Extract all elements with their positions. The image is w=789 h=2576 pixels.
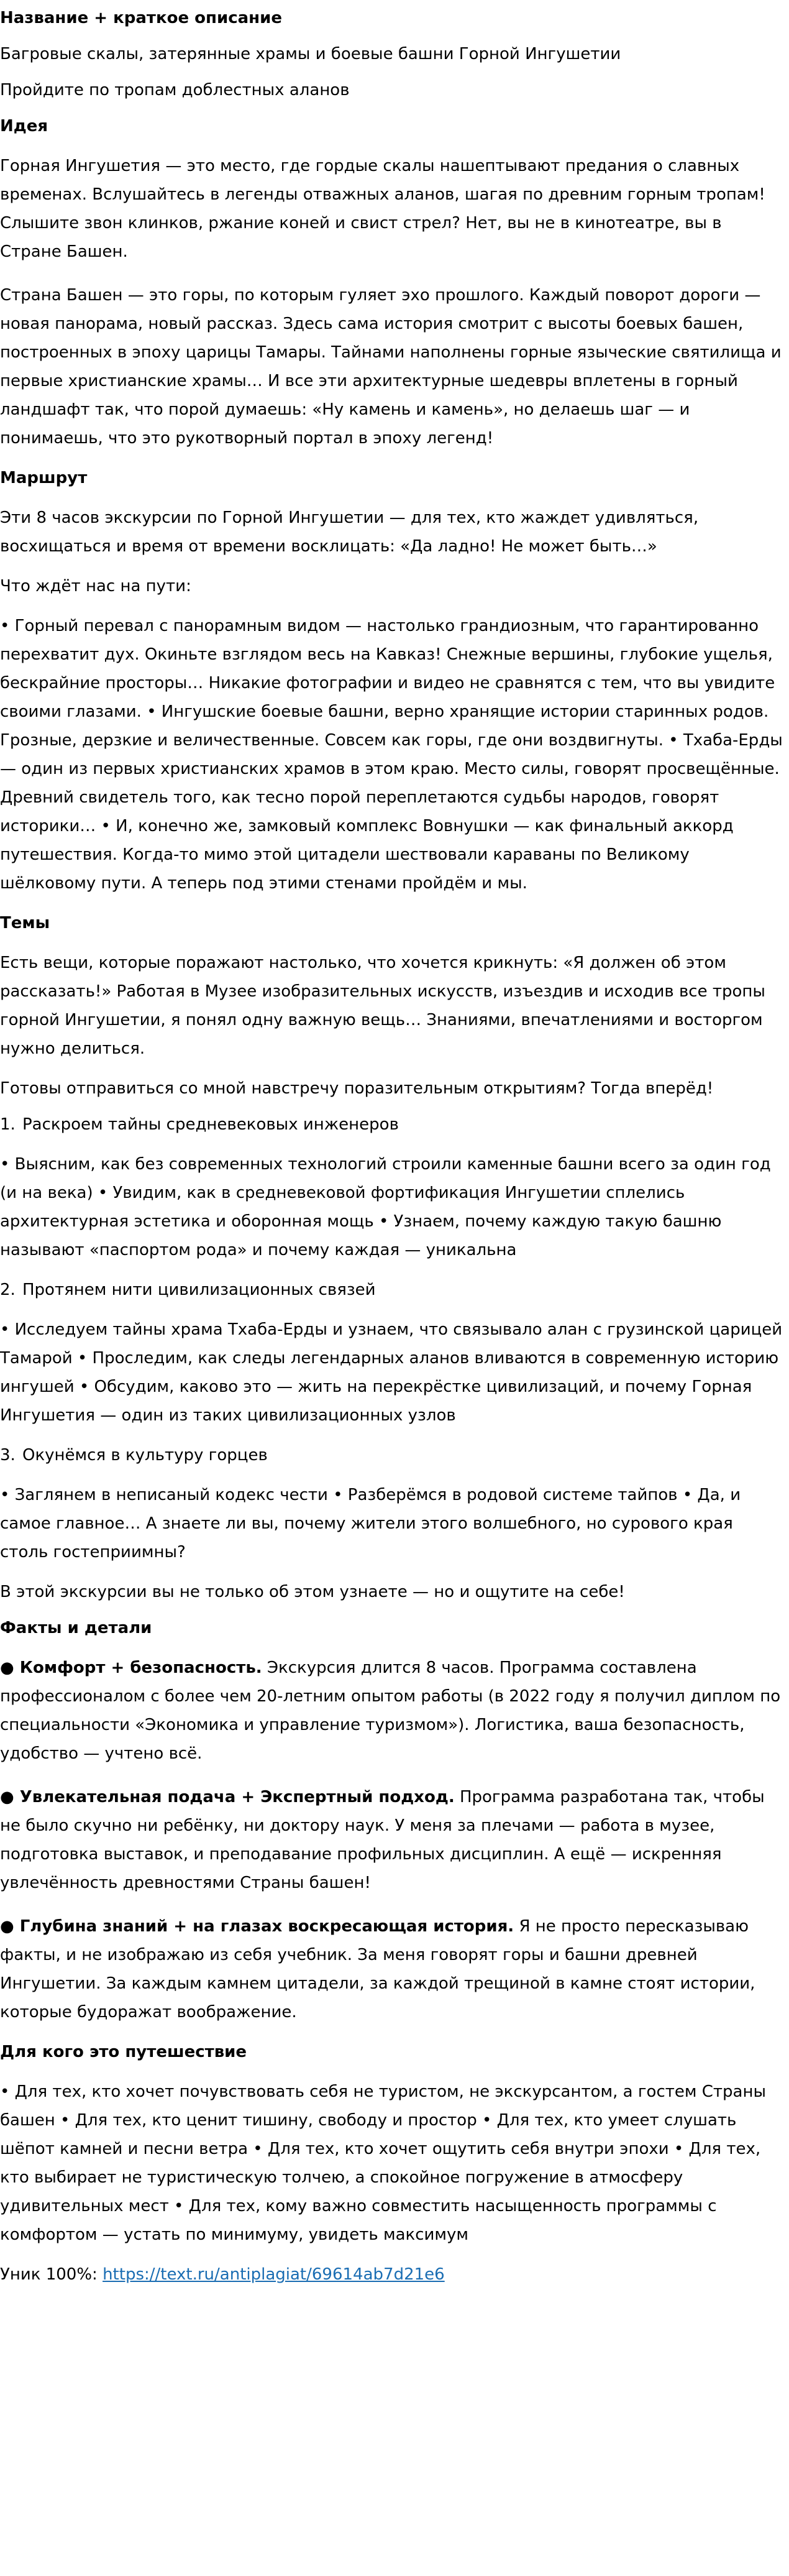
theme-item-text: • Заглянем в неписаный кодекс чести • Разберёмся в родовой системе тайпов • Да, и самое главное… А знаете ли вы, почему жители этого волшебного, но сурового края столь гостеприимны? — [0, 1486, 741, 1562]
theme-item-text: • Исследуем тайны храма Тхаба-Ерды и узнаем, что связывало алан с грузинской царицей Тамарой • Проследим, как следы легендарных аланов вливаются в современную историю ингушей • Обсудим, каково это — жить на перекрёстке цивилизаций, и почему Горная Ингушетия — один из таких цивилизационных узлов — [0, 1320, 783, 1425]
antiplagiat-link[interactable]: https://text.ru/antiplagiat/69614ab7d21e6 — [103, 2265, 445, 2284]
theme-item-text: • Выясним, как без современных технологий строили каменные башни всего за один год (и на века) • Увидим, как в средневековой фортификация Ингушетии сплелись архитектурная эстетика и оборонная мощь • Узнаем, почему каждую такую башню называют «паспортом рода» и почему каждая — уникальна — [0, 1155, 771, 1259]
theme-item-number: 2. — [0, 1281, 16, 1299]
idea-paragraph-2: Страна Башен — это горы, по которым гуляет эхо прошлого. Каждый поворот дороги — новая панорама, новый рассказ. Здесь сама история смотрит с высоты боевых башен, построенных в эпоху царицы Тамары. Тайнами наполнены горные языческие святилища и первые христианские храмы… И все эти архитектурные шедевры вплетены в горный ландшафт так, что порой думаешь: «Ну камень и камень», но делаешь шаг — и понимаешь, что это рукотворный портал в эпоху легенд! — [0, 286, 782, 448]
fact-item — [0, 1905, 784, 2034]
section-heading-facts: Факты и детали — [0, 1619, 152, 1637]
theme-item-title-text: Раскроем тайны средневековых инженеров — [22, 1115, 399, 1134]
fact-item-bold: ● Глубина знаний + на глазах воскресающая история. — [0, 1917, 514, 1936]
fact-item-bold: ● Комфорт + безопасность. — [0, 1658, 262, 1677]
route-paragraph-2: Что ждёт нас на пути: — [0, 577, 191, 596]
fact-item — [0, 1646, 784, 1775]
theme-item-title — [0, 1437, 784, 1473]
theme-item-number: 3. — [0, 1446, 16, 1465]
themes-paragraph-2: Готовы отправиться со мной навстречу поразительным открытиям? Тогда вперёд! — [0, 1079, 714, 1098]
uniqueness-label: Уник 100%: — [0, 2265, 103, 2284]
route-paragraph-3: • Горный перевал с панорамным видом — настолько грандиозным, что гарантированно перехватит дух. Окиньте взглядом весь на Кавказ! Снежные вершины, глубокие ущелья, бескрайние просторы… Никакие фотографии и видео не сравнятся с тем, что вы увидите своими глазами. • Ингушские боевые башни, верно хранящие истории старинных родов. Грозные, дерзкие и величественные. Совсем как горы, где они воздвигнуты. • Тхаба-Ерды — один из первых христианских храмов в этом краю. Место силы, говорят просвещённые. Древний свидетель того, как тесно порой переплетаются судьбы народов, говорят историки… • И, конечно же, замковый комплекс Вовнушки — как финальный аккорд путешествия. Когда-то мимо этой цитадели шествовали караваны по Великому шёлковому пути. А теперь под этими стенами пройдём и мы. — [0, 617, 783, 893]
fact-item — [0, 1775, 784, 1905]
theme-item-title — [0, 1106, 784, 1143]
fact-item-text: Я не просто пересказываю факты, и не изображаю из себя учебник. За меня говорят горы и башни древней Ингушетии. За каждым камнем цитадели, за каждой трещиной в камне стоят истории, которые будоражат воображение. — [0, 1917, 755, 2022]
themes-paragraph-3: В этой экскурсии вы не только об этом узнаете — но и ощутите на себе! — [0, 1583, 625, 1601]
tour-tagline: Пройдите по тропам доблестных аланов — [0, 81, 350, 99]
route-paragraph-1: Эти 8 часов экскурсии по Горной Ингушетии — для тех, кто жаждет удивляться, восхищаться и время от времени восклицать: «Да ладно! Не может быть…» — [0, 508, 699, 556]
fact-item-bold: ● Увлекательная подача + Экспертный подход. — [0, 1788, 455, 1806]
tour-title: Багровые скалы, затерянные храмы и боевые башни Горной Ингушетии — [0, 45, 621, 63]
section-heading-themes: Темы — [0, 914, 50, 932]
section-heading-title: Название + краткое описание — [0, 9, 282, 27]
footer-uniqueness — [0, 2256, 784, 2293]
fact-item-text: Экскурсия длится 8 часов. Программа составлена профессионалом с более чем 20-летним опытом работы (в 2022 году я получил диплом по специальности «Экономика и управление туризмом»). Логистика, ваша безопасность, удобство — учтено всё. — [0, 1658, 781, 1763]
theme-item-number: 1. — [0, 1115, 16, 1134]
section-heading-audience: Для кого это путешествие — [0, 2043, 247, 2061]
section-heading-idea: Идея — [0, 117, 48, 136]
theme-item-title — [0, 1272, 784, 1308]
idea-paragraph-1: Горная Ингушетия — это место, где гордые скалы нашептывают предания о славных временах. Вслушайтесь в легенды отважных аланов, шагая по древним горным тропам! Слышите звон клинков, ржание коней и свист стрел? Нет, вы не в кинотеатре, вы в Стране Башен. — [0, 157, 765, 261]
fact-item-text: Программа разработана так, чтобы не было скучно ни ребёнку, ни доктору наук. У меня за плечами — работа в музее, подготовка выставок, и преподавание профильных дисциплин. А ещё — искренняя увлечённость древностями Страны башен! — [0, 1788, 765, 1892]
theme-item-title-text: Протянем нити цивилизационных связей — [22, 1281, 376, 1299]
theme-item-title-text: Окунёмся в культуру горцев — [22, 1446, 268, 1465]
section-heading-route: Маршрут — [0, 469, 88, 487]
themes-paragraph-1: Есть вещи, которые поражают настолько, что хочется крикнуть: «Я должен об этом рассказать!» Работая в Музее изобразительных искусств, изъездив и исходив все тропы горной Ингушетии, я понял одну важную вещь… Знаниями, впечатлениями и восторгом нужно делиться. — [0, 954, 765, 1058]
audience-paragraph: • Для тех, кто хочет почувствовать себя не туристом, не экскурсантом, а гостем Страны башен • Для тех, кто ценит тишину, свободу и простор • Для тех, кто умеет слушать шёпот камней и песни ветра • Для тех, кто хочет ощутить себя внутри эпохи • Для тех, кто выбирает не туристическую толчею, а спокойное погружение в атмосферу удивительных мест • Для тех, кому важно совместить насыщенность программы с комфортом — устать по минимуму, увидеть максимум — [0, 2082, 767, 2244]
